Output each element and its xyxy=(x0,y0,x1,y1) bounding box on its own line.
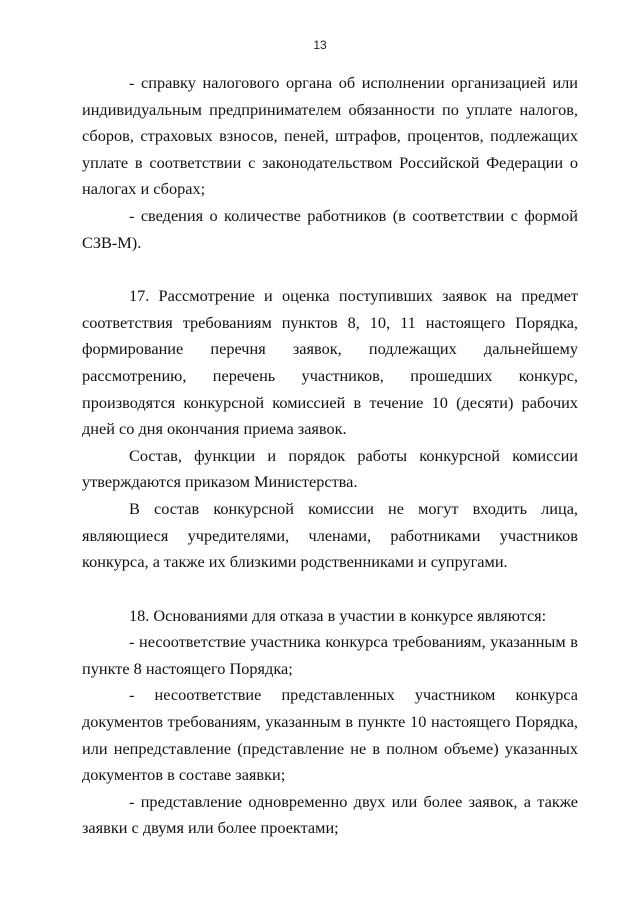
paragraph-reason-participant: - несоответствие участника конкурса требованиям, указанным в пункте 8 настоящего Порядка; xyxy=(82,632,578,678)
paragraph-reason-multiple-applications: - представление одновременно двух или более заявок, а также заявки с двумя или более проектами; xyxy=(82,791,578,838)
paragraph-reason-documents: - несоответствие представленных участником конкурса документов требованиям, указанным в пункте 10 настоящего Порядка, или непредставление (представление не в полном объеме) указанных документов в составе заявки; xyxy=(82,685,578,785)
paragraph-employee-count: - сведения о количестве работников (в соответствии с формой СЗВ-М). xyxy=(82,205,578,252)
paragraph-commission-composition: Состав, функции и порядок работы конкурсной комиссии утверждаются приказом Министерства. xyxy=(82,445,578,492)
page-number: 13 xyxy=(313,38,327,52)
paragraph-clause-17: 17. Рассмотрение и оценка поступивших заявок на предмет соответствия требованиям пунктов 8, 10, 11 настоящего Порядка, формирование перечня заявок, подлежащих дальнейшему рассмотрению, перечень участников, прошедших конкурс, производятся конкурсной комиссией в течение 10 (десяти) рабочих дней со дня окончания приема заявок. xyxy=(82,286,578,439)
paragraph-clause-18: 18. Основаниями для отказа в участии в конкурсе являются: xyxy=(129,605,547,625)
section-gap xyxy=(82,576,578,603)
section-gap xyxy=(82,256,578,283)
paragraph-tax-certificate: - справку налогового органа об исполнении организацией или индивидуальным предпринимателем обязанности по уплате налогов, сборов, страховых взносов, пеней, штрафов, процентов, подлежащих уплате в соответствии с законодательством Российской Федерации о налогах и сборах; xyxy=(82,73,578,199)
document-body xyxy=(82,70,578,842)
paragraph-commission-restrictions: В состав конкурсной комиссии не могут входить лица, являющиеся учредителями, членами, работниками участников конкурса, а также их близкими родственниками и супругами. xyxy=(82,498,578,572)
